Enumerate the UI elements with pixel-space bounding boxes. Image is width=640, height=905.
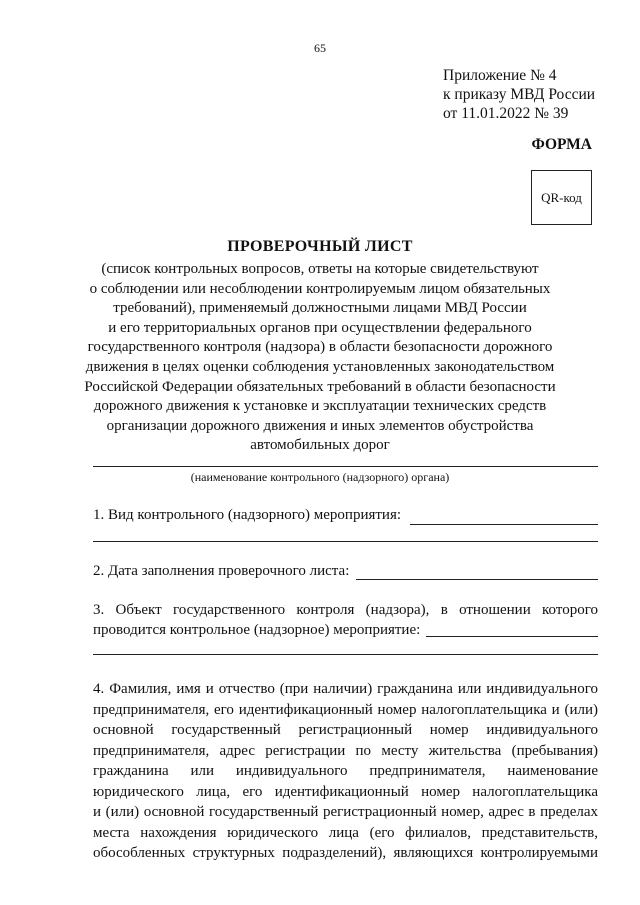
subtitle-line: требований), применяемый должностными лицами МВД России (113, 300, 527, 317)
subtitle-line: государственного контроля (надзора) в области безопасности дорожного (87, 339, 553, 356)
item-4-block (93, 679, 598, 864)
item-4-line: юридического лица, его идентификационный номер налогоплательщика (93, 783, 598, 800)
appendix-line-3: от 11.01.2022 № 39 (443, 105, 569, 122)
subtitle-line: движения в целях оценки соблюдения установленных законодательством (85, 358, 555, 375)
subtitle-line: дорожного движения к установке и эксплуатации технических средств (93, 398, 547, 415)
item-3-input-line[interactable] (426, 636, 598, 637)
item-1-continuation-line[interactable] (93, 541, 598, 542)
subtitle-line: и его территориальных органов при осуществлении федерального (108, 319, 532, 336)
item-4-line: гражданина или индивидуального предпринимателя, наименование (93, 763, 598, 779)
item-4-line: 4. Фамилия, имя и отчество (при наличии) гражданина или индивидуального (93, 681, 598, 697)
page-number: 65 (314, 41, 326, 55)
organ-name-field[interactable] (93, 466, 598, 467)
item-2-input-line[interactable] (356, 579, 598, 580)
item-4-line: предпринимателя, адрес регистрации по месту жительства (пребывания) (93, 742, 598, 759)
qr-code-label: QR-код (541, 189, 582, 205)
organ-name-caption: (наименование контрольного (надзорного) органа) (190, 470, 450, 484)
appendix-header (443, 66, 595, 123)
document-title: ПРОВЕРОЧНЫЙ ЛИСТ (227, 238, 413, 255)
subtitle-line: о соблюдении или несоблюдении контролируемым лицом обязательных (89, 280, 551, 297)
item-3-line-1: 3. Объект государственного контроля (надзора), в отношении которого (93, 602, 598, 618)
item-4-line: и (или) основной государственный регистрационный номер, адрес в пределах (93, 804, 598, 820)
item-1-label: 1. Вид контрольного (надзорного) мероприятия: (93, 507, 402, 523)
item-3-continuation-line[interactable] (93, 654, 598, 655)
item-3-line-2: проводится контрольное (надзорное) мероприятие: (93, 622, 421, 638)
item-4-line: места нахождения юридического лица (его филиалов, представительств, (93, 824, 598, 841)
item-2-label: 2. Дата заполнения проверочного листа: (93, 563, 350, 579)
document-subtitle (60, 260, 580, 456)
subtitle-line: (список контрольных вопросов, ответы на которые свидетельствуют (101, 261, 539, 277)
item-4-line: обособленных структурных подразделений), являющихся контролируемыми (93, 845, 598, 861)
appendix-line-1: Приложение № 4 (443, 67, 557, 84)
subtitle-line: автомобильных дорог (250, 437, 390, 454)
appendix-line-2: к приказу МВД России (443, 86, 596, 103)
subtitle-line: организации дорожного движения и иных элементов обустройства (106, 417, 534, 434)
item-4-line: основной государственный регистрационный номер индивидуального (93, 722, 598, 738)
subtitle-line: Российской Федерации обязательных требований в области безопасности (84, 378, 556, 395)
form-label: ФОРМА (531, 136, 592, 153)
item-1-input-line[interactable] (410, 524, 598, 525)
item-3-block (93, 600, 598, 640)
qr-code-placeholder (531, 170, 592, 225)
item-4-line: предпринимателя, его идентификационный номер налогоплательщика и (или) (93, 701, 598, 718)
